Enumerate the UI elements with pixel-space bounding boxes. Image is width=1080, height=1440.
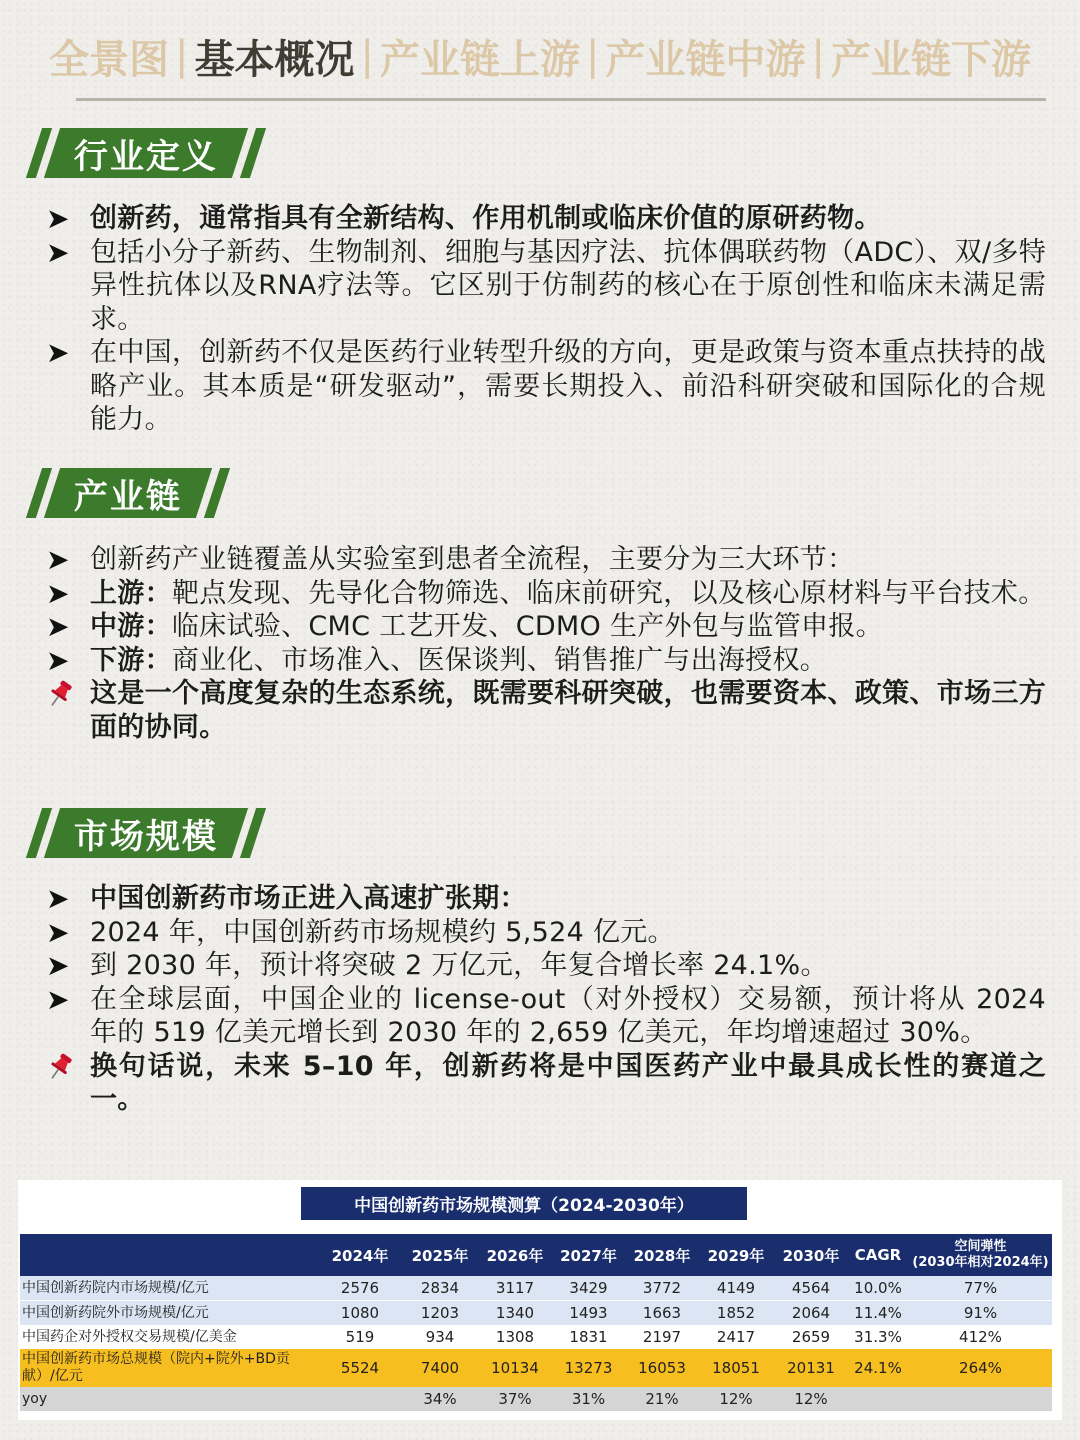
item-text: 中国创新药市场正进入高速扩张期： <box>90 883 527 914</box>
section-title-industry-chain <box>34 466 222 520</box>
table-cell: 11.4% <box>847 1301 909 1326</box>
arrow-bullet-icon: ➤ <box>46 882 70 915</box>
list-item <box>44 610 1046 644</box>
table-header-row <box>20 1234 1052 1276</box>
row-label: 中国药企对外授权交易规模/亿美金 <box>20 1325 320 1349</box>
item-text: 2024 年，中国创新药市场规模约 5,524 亿元。 <box>90 916 675 948</box>
table-cell: 20131 <box>775 1349 847 1387</box>
item-text: 在中国，创新药不仅是医药行业转型升级的方向，更是政策与资本重点扶持的战略产业。其本质是“研发驱动”，需要长期投入、前沿科研突破和国际化的合规能力。 <box>90 337 1046 435</box>
table-title: 中国创新药市场规模测算（2024-2030年） <box>301 1187 747 1220</box>
nav-tab-1[interactable]: 全景图 <box>49 36 170 83</box>
arrow-bullet-icon: ➤ <box>46 543 70 576</box>
table-cell: 91% <box>909 1301 1052 1326</box>
nav-tab-5[interactable]: 产业链下游 <box>830 36 1031 83</box>
table-cell: 37% <box>480 1387 550 1411</box>
item-text: 创新药，通常指具有全新结构、作用机制或临床价值的原研药物。 <box>90 203 882 234</box>
nav-separator: | <box>175 33 189 79</box>
arrow-bullet-icon: ➤ <box>46 982 70 1016</box>
arrow-bullet-icon: ➤ <box>46 949 70 982</box>
section-title-text: 产业链 <box>74 476 182 517</box>
industry-chain-list <box>44 543 1046 744</box>
market-size-table <box>20 1234 1052 1411</box>
table-cell: 1080 <box>320 1301 400 1326</box>
table-row <box>20 1349 1052 1387</box>
item-text: 换句话说，未来 5–10 年，创新药将是中国医药产业中最具成长性的赛道之一。 <box>90 1050 1046 1115</box>
section-title-text: 市场规模 <box>74 816 218 857</box>
definition-list <box>44 202 1046 437</box>
pushpin-icon <box>46 1052 74 1082</box>
table-cell: 21% <box>627 1387 697 1411</box>
table-header-cell: 2028年 <box>627 1234 697 1276</box>
list-item <box>44 336 1046 437</box>
table-header-cell: 空间弹性 (2030年相对2024年) <box>909 1234 1052 1276</box>
table-header-cell: 2026年 <box>480 1234 550 1276</box>
table-cell: 10.0% <box>847 1276 909 1301</box>
table-cell: 10134 <box>480 1349 550 1387</box>
arrow-bullet-icon: ➤ <box>46 610 70 643</box>
table-header-cell: 2030年 <box>775 1234 847 1276</box>
item-text: 靶点发现、先导化合物筛选、临床前研究，以及核心原材料与平台技术。 <box>171 577 1046 609</box>
table-cell <box>320 1387 400 1411</box>
list-item <box>44 949 1046 983</box>
table-cell: 13273 <box>550 1349 627 1387</box>
top-navigation <box>0 26 1080 86</box>
table-cell: 2659 <box>775 1325 847 1349</box>
table-header-cell: 2024年 <box>320 1234 400 1276</box>
table-cell: 34% <box>400 1387 480 1411</box>
nav-separator: | <box>811 33 825 79</box>
row-label: 中国创新药市场总规模（院内+院外+BD贡献）/亿元 <box>20 1349 320 1387</box>
table-cell: 77% <box>909 1276 1052 1301</box>
table-row <box>20 1301 1052 1326</box>
table-cell: 2417 <box>697 1325 775 1349</box>
table-cell: 2576 <box>320 1276 400 1301</box>
item-label: 上游： <box>90 577 172 609</box>
table-cell: 3772 <box>627 1276 697 1301</box>
table-cell: 264% <box>909 1349 1052 1387</box>
title-banner <box>44 808 248 858</box>
list-item <box>44 882 1046 916</box>
arrow-bullet-icon: ➤ <box>46 202 70 235</box>
table-cell: 31% <box>550 1387 627 1411</box>
table-cell: 1308 <box>480 1325 550 1349</box>
arrow-bullet-icon: ➤ <box>46 235 70 269</box>
table-cell <box>909 1387 1052 1411</box>
list-item <box>44 202 1046 236</box>
list-item <box>44 577 1046 611</box>
arrow-bullet-icon: ➤ <box>46 643 70 677</box>
table-cell: 5524 <box>320 1349 400 1387</box>
table-row <box>20 1325 1052 1349</box>
table-cell: 2197 <box>627 1325 697 1349</box>
market-size-list <box>44 882 1046 1117</box>
item-text: 包括小分子新药、生物制剂、细胞与基因疗法、抗体偶联药物（ADC）、双/多特异性抗体以及RNA疗法等。它区别于仿制药的核心在于原创性和临床未满足需求。 <box>90 236 1046 335</box>
item-text: 商业化、市场准入、医保谈判、销售推广与出海授权。 <box>171 644 828 676</box>
table-cell: 1663 <box>627 1301 697 1326</box>
item-label: 下游： <box>90 644 172 676</box>
table-cell: 31.3% <box>847 1325 909 1349</box>
item-text: 到 2030 年，预计将突破 2 万亿元，年复合增长率 24.1%。 <box>90 950 828 981</box>
table-cell: 1340 <box>480 1301 550 1326</box>
table-cell: 1203 <box>400 1301 480 1326</box>
list-item <box>44 1050 1046 1117</box>
table-cell: 24.1% <box>847 1349 909 1387</box>
arrow-bullet-icon: ➤ <box>46 915 70 949</box>
row-label: yoy <box>20 1387 320 1411</box>
title-banner <box>44 468 212 518</box>
table-cell: 2064 <box>775 1301 847 1326</box>
arrow-bullet-icon: ➤ <box>46 576 70 610</box>
table-cell: 4564 <box>775 1276 847 1301</box>
table-cell: 12% <box>697 1387 775 1411</box>
table-header-cell: 2029年 <box>697 1234 775 1276</box>
section-title-text: 行业定义 <box>74 136 218 177</box>
nav-tab-2[interactable]: 基本概况 <box>194 36 355 83</box>
table-header-cell <box>20 1234 320 1276</box>
table-cell: 1852 <box>697 1301 775 1326</box>
item-text: 这是一个高度复杂的生态系统，既需要科研突破，也需要资本、政策、市场三方面的协同。 <box>90 678 1046 743</box>
table-cell: 2834 <box>400 1276 480 1301</box>
table-cell: 18051 <box>697 1349 775 1387</box>
section-title-market-size <box>34 806 258 860</box>
section-title-definition <box>34 126 258 180</box>
row-label: 中国创新药院外市场规模/亿元 <box>20 1301 320 1326</box>
table-cell: 1831 <box>550 1325 627 1349</box>
nav-tab-3[interactable]: 产业链上游 <box>380 36 580 83</box>
table-cell: 934 <box>400 1325 480 1349</box>
table-cell: 4149 <box>697 1276 775 1301</box>
table-cell: 3429 <box>550 1276 627 1301</box>
table-row <box>20 1387 1052 1411</box>
table-cell <box>847 1387 909 1411</box>
nav-tab-4[interactable]: 产业链中游 <box>605 36 806 83</box>
table-cell: 12% <box>775 1387 847 1411</box>
list-item <box>44 916 1046 950</box>
table-cell: 16053 <box>627 1349 697 1387</box>
nav-separator: | <box>360 33 374 79</box>
item-text: 在全球层面，中国企业的 license-out（对外授权）交易额，预计将从 2024 年的 519 亿美元增长到 2030 年的 2,659 亿美元，年均增速超过 30%。 <box>90 983 1046 1048</box>
table-cell: 1493 <box>550 1301 627 1326</box>
table-cell: 412% <box>909 1325 1052 1349</box>
nav-separator: | <box>586 33 600 79</box>
item-text: 临床试验、CMC 工艺开发、CDMO 生产外包与监管申报。 <box>171 611 883 642</box>
table-cell: 519 <box>320 1325 400 1349</box>
table-header-cell: 2027年 <box>550 1234 627 1276</box>
table-cell: 3117 <box>480 1276 550 1301</box>
list-item <box>44 983 1046 1050</box>
item-label: 中游： <box>90 611 172 642</box>
list-item <box>44 543 1046 577</box>
row-label: 中国创新药院内市场规模/亿元 <box>20 1276 320 1301</box>
title-banner <box>44 128 248 178</box>
item-text: 创新药产业链覆盖从实验室到患者全流程，主要分为三大环节： <box>90 544 855 575</box>
arrow-bullet-icon: ➤ <box>46 336 70 369</box>
list-item <box>44 677 1046 744</box>
table-row <box>20 1276 1052 1301</box>
pushpin-icon <box>46 679 74 709</box>
list-item <box>44 236 1046 337</box>
list-item <box>44 644 1046 678</box>
table-cell: 7400 <box>400 1349 480 1387</box>
table-body <box>20 1276 1052 1411</box>
table-header-cell: 2025年 <box>400 1234 480 1276</box>
top-divider <box>76 98 1046 101</box>
table-header-cell: CAGR <box>847 1234 909 1276</box>
